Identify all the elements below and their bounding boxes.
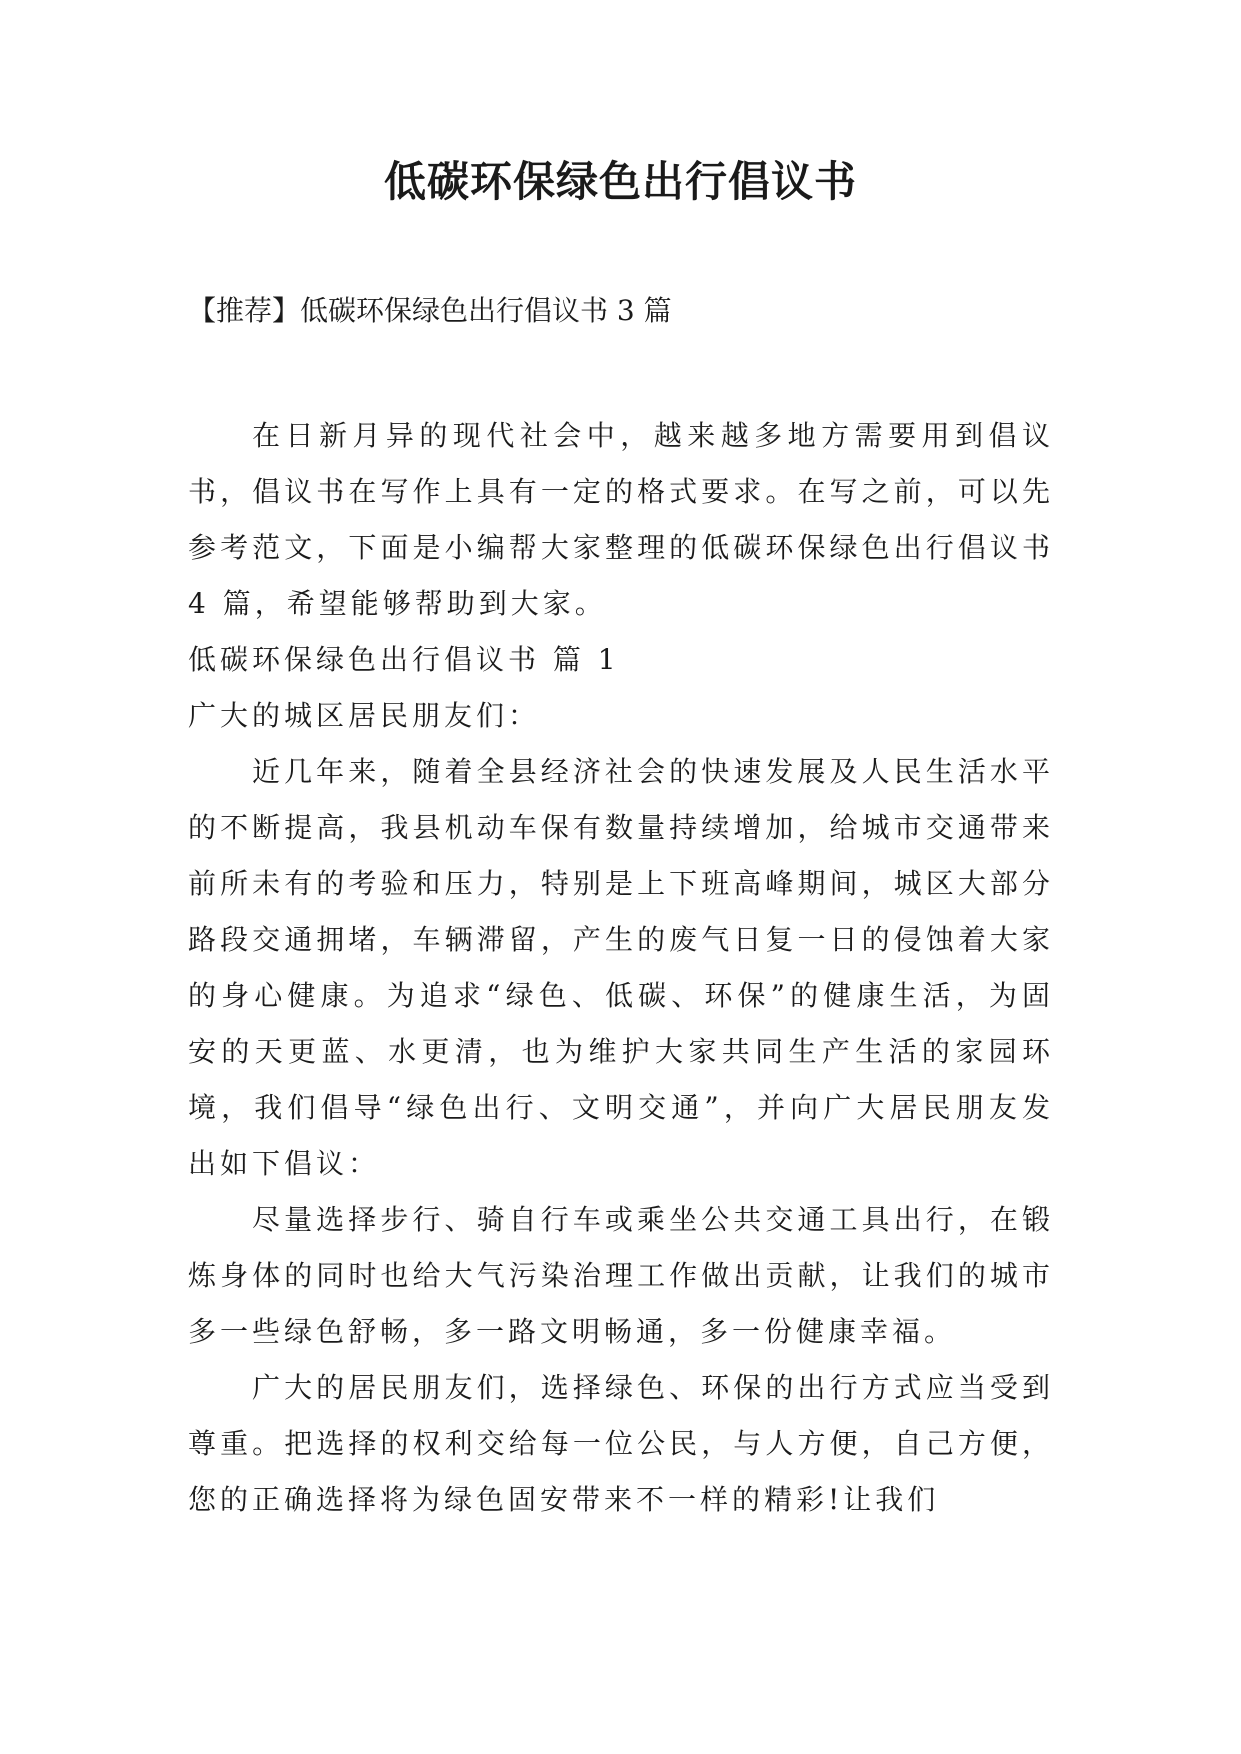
document-title: 低碳环保绿色出行倡议书	[383, 157, 857, 206]
body-paragraph: 近几年来，随着全县经济社会的快速发展及人民生活水平的不断提高，我县机动车保有数量持续增加，给城市交通带来前所未有的考验和压力，特别是上下班高峰期间，城区大部分路段交通拥堵，车辆滞留，产生的废气日复一日的侵蚀着大家的身心健康。为追求“绿色、低碳、环保”的健康生活，为固安的天更蓝、水更清，也为维护大家共同生产生活的家园环境，我们倡导“绿色出行、文明交通”，并向广大居民朋友发出如下倡议：	[188, 755, 1054, 1180]
section-heading: 低碳环保绿色出行倡议书 篇 1	[188, 643, 620, 676]
body-paragraph: 广大的居民朋友们，选择绿色、环保的出行方式应当受到尊重。把选择的权利交给每一位公民，与人方便，自己方便，您的正确选择将为绿色固安带来不一样的精彩!让我们	[188, 1371, 1054, 1516]
body-paragraph: 尽量选择步行、骑自行车或乘坐公共交通工具出行，在锻炼身体的同时也给大气污染治理工作做出贡献，让我们的城市多一些绿色舒畅，多一路文明畅通，多一份健康幸福。	[188, 1203, 1054, 1348]
document-body	[188, 408, 1054, 1528]
intro-paragraph: 在日新月异的现代社会中，越来越多地方需要用到倡议书，倡议书在写作上具有一定的格式要求。在写之前，可以先参考范文，下面是小编帮大家整理的低碳环保绿色出行倡议书 4 篇，希望能够帮助到大家。	[188, 419, 1054, 620]
salutation: 广大的城区居民朋友们：	[188, 699, 541, 732]
document-subtitle: 【推荐】低碳环保绿色出行倡议书 3 篇	[188, 294, 672, 327]
